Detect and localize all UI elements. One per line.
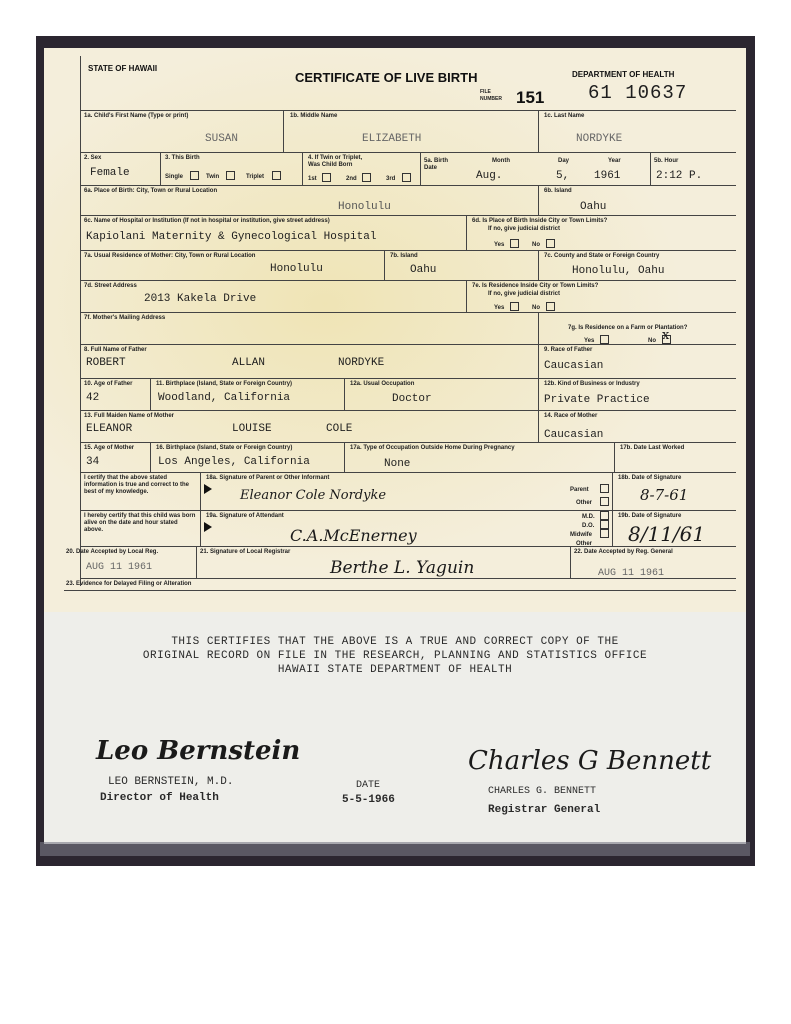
birth-day: 5, (556, 170, 570, 182)
midwife-label: Midwife (570, 532, 592, 538)
rule (80, 442, 736, 443)
birth-month: Aug. (476, 170, 503, 182)
street-address: 2013 Kakela Drive (144, 293, 257, 305)
certificate-title: CERTIFICATE OF LIVE BIRTH (295, 70, 478, 85)
divider (650, 152, 651, 185)
day-label: Day (558, 158, 570, 164)
date-label: DATE (356, 780, 381, 791)
registrar-name: CHARLES G. BENNETT (488, 786, 597, 797)
state-label: STATE OF HAWAII (88, 64, 158, 73)
rule (80, 110, 736, 111)
attendant-signature-label: 19a. Signature of Attendant (206, 513, 284, 519)
file-number: 61 10637 (588, 82, 688, 104)
certify-alive-text: I hereby certify that this child was born alive on the date and hour stated above. (84, 513, 196, 533)
age-father-label: 10. Age of Father (84, 381, 133, 387)
divider (384, 250, 385, 280)
triplet-label: Triplet (246, 174, 265, 180)
attendant-signature: C.A.McEnerney (290, 526, 417, 545)
residence-city: Honolulu (270, 263, 323, 275)
rule (64, 590, 736, 591)
parent-label: Parent (570, 487, 589, 493)
birth-island: Oahu (580, 201, 607, 213)
occupation: Doctor (392, 393, 432, 405)
first-label: 1st (308, 176, 317, 182)
divider (538, 312, 539, 410)
divider (344, 442, 345, 472)
file-number-label: FILE NUMBER (480, 89, 502, 102)
age-mother: 34 (86, 456, 100, 468)
divider (538, 410, 539, 442)
department-label: DEPARTMENT OF HEALTH (572, 70, 675, 79)
father-first-name: ROBERT (86, 357, 126, 369)
sex-value: Female (90, 167, 130, 179)
certification-line-3: HAWAII STATE DEPARTMENT OF HEALTH (277, 664, 513, 676)
rule (80, 378, 736, 379)
date-of-signature-label: 18b. Date of Signature (618, 475, 682, 481)
single-checkbox (190, 171, 199, 180)
child-first-name-label: 1a. Child's First Name (Type or print) (84, 113, 189, 119)
certification-line-1: THIS CERTIFIES THAT THE ABOVE IS A TRUE AND CORRECT COPY OF THE (171, 636, 619, 648)
file-prefix: 151 (516, 88, 545, 107)
date-last-worked-label: 17b. Date Last Worked (620, 445, 685, 451)
date-of-signature-2-label: 19b. Date of Signature (618, 513, 682, 519)
birth-date-label: 5a. Birth Date (424, 158, 449, 171)
left-border (80, 56, 81, 586)
rule (80, 185, 736, 186)
birthplace-mother-label: 16. Birthplace (Island, State or Foreign Country) (156, 445, 293, 451)
director-title: Director of Health (100, 792, 219, 804)
hour-label: 5b. Hour (654, 158, 679, 164)
second-checkbox (362, 173, 371, 182)
residence-yes-checkbox (510, 302, 519, 311)
child-first-name: SUSAN (205, 133, 239, 145)
certification-date: 5-5-1966 (342, 794, 395, 806)
father-middle-name: ALLAN (232, 357, 266, 369)
yes-label: Yes (494, 242, 505, 248)
third-checkbox (402, 173, 411, 182)
age-father: 42 (86, 392, 100, 404)
mother-maiden-label: 13. Full Maiden Name of Mother (84, 413, 175, 419)
arrow-icon (204, 484, 212, 494)
rule (80, 410, 736, 411)
birthplace-father-label: 11. Birthplace (Island, State or Foreign Country) (156, 381, 293, 387)
race-mother-label: 14. Race of Mother (544, 413, 598, 419)
accepted-general-label: 22. Date Accepted by Reg. General (574, 549, 673, 555)
accepted-general-stamp: AUG 11 1961 (598, 568, 665, 579)
divider (160, 152, 161, 185)
business-label: 12b. Kind of Business or Industry (544, 381, 640, 387)
child-middle-name: ELIZABETH (362, 133, 422, 145)
hospital-name: Kapiolani Maternity & Gynecological Hospital (86, 231, 377, 243)
county-label: 7c. County and State or Foreign Country (544, 253, 660, 259)
divider (196, 546, 197, 578)
single-label: Single (165, 174, 184, 180)
attendant-signature-date: 8/11/61 (628, 522, 706, 546)
divider (302, 152, 303, 185)
rule (80, 510, 736, 511)
race-mother: Caucasian (544, 429, 604, 441)
twin-label: Twin (206, 174, 220, 180)
accepted-local-stamp: AUG 11 1961 (86, 562, 153, 573)
this-birth-label: 3. This Birth (165, 155, 200, 161)
farm-yes-checkbox (600, 335, 609, 344)
birth-hour: 2:12 P. (656, 170, 703, 182)
mother-middle-name: LOUISE (232, 423, 272, 435)
mailing-address-label: 7f. Mother's Mailing Address (84, 315, 166, 321)
divider (614, 442, 615, 472)
island-label: 6b. Island (544, 188, 572, 194)
do-label: D.O. (582, 523, 595, 529)
first-checkbox (322, 173, 331, 182)
birth-year: 1961 (594, 170, 621, 182)
registrar-signature: Charles G Bennett (468, 746, 712, 776)
director-signature: Leo Bernstein (96, 736, 301, 766)
divider (283, 110, 284, 152)
divider (420, 152, 421, 185)
third-label: 3rd (386, 176, 396, 182)
month-label: Month (492, 158, 510, 164)
father-name-label: 8. Full Name of Father (84, 347, 147, 353)
race-father: Caucasian (544, 360, 604, 372)
street-address-label: 7d. Street Address (84, 283, 137, 289)
year-label: Year (608, 158, 621, 164)
divider (538, 110, 539, 152)
middle-name-label: 1b. Middle Name (290, 113, 338, 119)
registrar-title: Registrar General (488, 804, 601, 816)
parent-checkbox (600, 484, 609, 493)
residence-county: Honolulu, Oahu (572, 265, 665, 277)
divider (344, 378, 345, 410)
birthplace-mother: Los Angeles, California (158, 456, 310, 468)
divider (150, 442, 151, 472)
divider (466, 215, 467, 250)
other-label: Other (576, 500, 593, 506)
certify-info-text: I certify that the above stated information is true and correct to the best of my knowledge. (84, 475, 190, 495)
mother-first-name: ELEANOR (86, 423, 133, 435)
yes-label: Yes (494, 305, 505, 311)
no-label: No (648, 338, 656, 344)
father-last-name: NORDYKE (338, 357, 385, 369)
type-occupation-label: 17a. Type of Occupation Outside Home During Pregnancy (350, 445, 515, 451)
divider (570, 546, 571, 578)
triplet-checkbox (272, 171, 281, 180)
rule (80, 280, 736, 281)
rule (80, 312, 736, 313)
yes-label: Yes (584, 338, 595, 344)
md-checkbox (600, 511, 609, 520)
race-father-label: 9. Race of Father (544, 347, 593, 353)
usual-residence-label: 7a. Usual Residence of Mother: City, Town or Rural Location (84, 253, 256, 259)
business: Private Practice (544, 394, 650, 406)
rule (80, 546, 736, 547)
if-twin-label: 4. If Twin or Triplet, Was Child Born (308, 155, 363, 168)
rule (80, 215, 736, 216)
inside-city-yes-checkbox (510, 239, 519, 248)
divider (200, 472, 201, 546)
divider (538, 185, 539, 215)
do-checkbox (600, 520, 609, 529)
residence-inside-label: 7e. Is Residence Inside City or Town Limits? (472, 283, 599, 289)
parent-signature: Eleanor Cole Nordyke (240, 488, 387, 503)
inside-city-label: 6d. Is Place of Birth Inside City or Town Limits? (472, 218, 608, 224)
farm-label: 7g. Is Residence on a Farm or Plantation? (568, 325, 688, 331)
divider (538, 250, 539, 280)
attendant-other-label: Other (576, 541, 593, 547)
divider (150, 378, 151, 410)
evidence-label: 23. Evidence for Delayed Filing or Alteration (66, 581, 192, 587)
residence-island-label: 7b. Island (390, 253, 418, 259)
twin-checkbox (226, 171, 235, 180)
age-mother-label: 15. Age of Mother (84, 445, 135, 451)
parent-signature-date: 8-7-61 (640, 486, 689, 504)
divider (466, 280, 467, 312)
place-of-birth-label: 6a. Place of Birth: City, Town or Rural Location (84, 188, 218, 194)
type-occupation: None (384, 458, 411, 470)
rule (80, 250, 736, 251)
director-name: LEO BERNSTEIN, M.D. (108, 776, 234, 788)
accepted-local-label: 20. Date Accepted by Local Reg. (66, 549, 159, 555)
last-name-label: 1c. Last Name (544, 113, 585, 119)
inside-city-no-checkbox (546, 239, 555, 248)
midwife-checkbox (600, 529, 609, 538)
second-label: 2nd (346, 176, 357, 182)
md-label: M.D. (582, 514, 595, 520)
residence-no-checkbox (546, 302, 555, 311)
rule (80, 152, 736, 153)
rule (80, 472, 736, 473)
birth-city: Honolulu (338, 201, 391, 213)
occupation-label: 12a. Usual Occupation (350, 381, 415, 387)
hospital-label: 6c. Name of Hospital or Institution (If not in hospital or institution, give street address) (84, 218, 330, 224)
judicial-district-label: If no, give judicial district (488, 226, 561, 232)
sex-label: 2. Sex (84, 155, 102, 161)
arrow-icon (204, 522, 212, 532)
frame-bottom-edge (40, 842, 750, 856)
other-checkbox (600, 497, 609, 506)
residence-district-label: If no, give judicial district (488, 291, 561, 297)
mother-last-name: COLE (326, 423, 353, 435)
local-registrar-signature: Berthe L. Yaguin (330, 558, 475, 578)
parent-signature-label: 18a. Signature of Parent or Other Informant (206, 475, 330, 481)
child-last-name: NORDYKE (576, 133, 623, 145)
rule (80, 344, 736, 345)
local-registrar-signature-label: 21. Signature of Local Registrar (200, 549, 291, 555)
no-label: No (532, 305, 540, 311)
birthplace-father: Woodland, California (158, 392, 291, 404)
certification-line-2: ORIGINAL RECORD ON FILE IN THE RESEARCH, PLANNING AND STATISTICS OFFICE (142, 650, 648, 662)
divider (612, 472, 613, 546)
residence-island: Oahu (410, 264, 437, 276)
farm-no-check-mark: x (662, 328, 670, 343)
no-label: No (532, 242, 540, 248)
